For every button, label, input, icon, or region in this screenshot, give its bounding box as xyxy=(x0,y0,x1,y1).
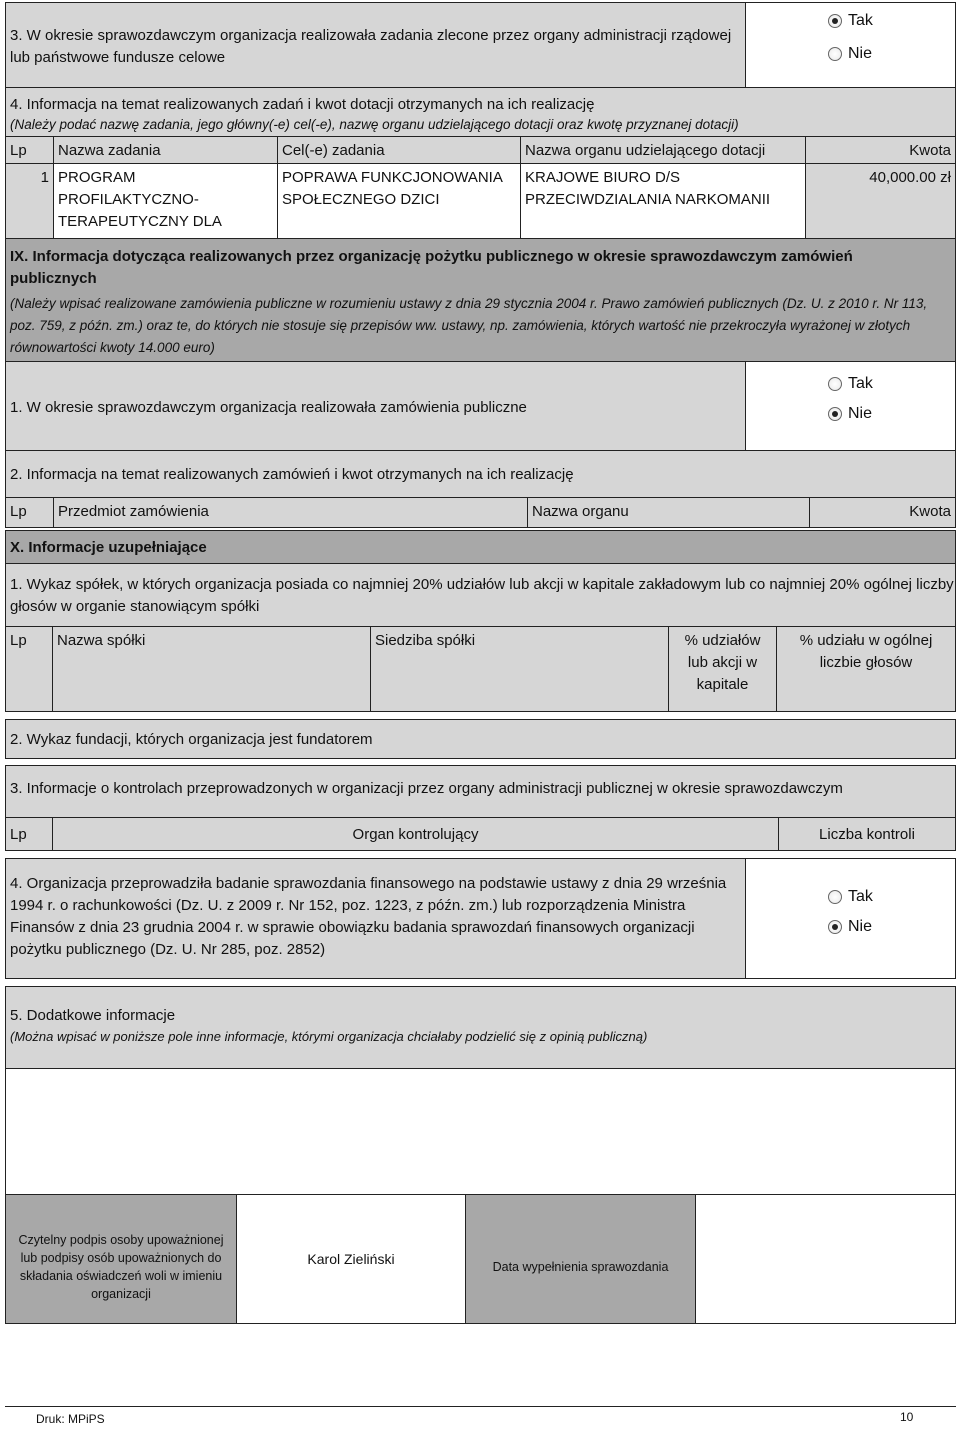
section-ix-note: (Należy wpisać realizowane zamówienia publiczne w rozumieniu ustawy z dnia 29 stycznia 2004 r. Prawo zamówień publicznych (Dz. U. z 2010 r. Nr 113, poz. 759, z późn. zm.) oraz te, do których nie stosuje się przepisów ww. ustawy, np. zamówienia, których wartość nie przekroczyła wyrażonej w złotych równowartości kwoty 14.000 euro) xyxy=(10,296,928,355)
radio-selected-icon xyxy=(828,14,842,28)
x-q4-option-nie-label: Nie xyxy=(848,918,873,935)
x-q4-radio-box xyxy=(745,858,956,979)
x-q1-block xyxy=(5,563,956,627)
x-col-shares: % udziałów lub akcji w kapitale xyxy=(668,626,777,712)
x-q5-title: 5. Dodatkowe informacje xyxy=(10,1007,176,1024)
q4-row-lp: 1 xyxy=(5,163,54,239)
q4-col-organ: Nazwa organu udzielającego dotacji xyxy=(520,136,806,164)
q4-col-lp: Lp xyxy=(5,136,54,164)
ix-q2-block xyxy=(5,450,956,498)
radio-empty-icon xyxy=(828,47,842,61)
q4-note: (Należy podać nazwę zadania, jego główny(-e) cel(-e), nazwę organu udzielającego dotacji oraz kwotę przyznanej dotacji) xyxy=(10,117,739,132)
q3-option-nie-label: Nie xyxy=(848,45,873,62)
x-col-company: Nazwa spółki xyxy=(52,626,371,712)
q4-col-amount: Kwota xyxy=(805,136,956,164)
ix-col-amount: Kwota xyxy=(809,497,956,528)
q3-option-nie[interactable] xyxy=(828,45,872,63)
x-q1-title: 1. Wykaz spółek, w których organizacja posiada co najmniej 20% udziałów lub akcji w kapitale zakładowym lub co najmniej 20% ogólnej liczby głosów w organie stanowiącym spółki xyxy=(10,576,954,615)
ix-q2-title: 2. Informacja na temat realizowanych zamówień i kwot otrzymanych na ich realizację xyxy=(10,466,574,483)
signature-name: Karol Zieliński xyxy=(307,1251,395,1267)
q4-row-name: PROGRAM PROFILAKTYCZNO-TERAPEUTYCZNY DLA xyxy=(53,163,278,239)
footer-line xyxy=(5,1406,956,1407)
q4-title: 4. Informacja na temat realizowanych zadań i kwot dotacji otrzymanych na ich realizację xyxy=(10,96,595,113)
x-q4-option-nie[interactable] xyxy=(828,918,872,936)
q4-row-organ: KRAJOWE BIURO D/S PRZECIWDZIALANIA NARKOMANII xyxy=(520,163,806,239)
section-x-header xyxy=(5,530,956,564)
x-q3-col-count: Liczba kontroli xyxy=(778,817,956,851)
x-col-seat: Siedziba spółki xyxy=(370,626,669,712)
ix-q1-block xyxy=(5,361,746,451)
x-q2-title: 2. Wykaz fundacji, których organizacja jest fundatorem xyxy=(10,731,373,748)
section-ix-title: IX. Informacja dotycząca realizowanych przez organizację pożytku publicznego w okresie sprawozdawczym zamówień publicznych xyxy=(10,248,853,287)
q4-row-amount: 40,000.00 zł xyxy=(805,163,956,239)
ix-q1-option-nie[interactable] xyxy=(828,405,872,423)
q3-block xyxy=(5,2,746,88)
additional-info-field[interactable] xyxy=(5,1068,956,1195)
signature-name-cell[interactable] xyxy=(236,1194,466,1324)
x-q4-text: 4. Organizacja przeprowadziła badanie sprawozdania finansowego na podstawie ustawy z dnia 29 września 1994 r. o rachunkowości (Dz. U. z 2009 r. Nr 152, poz. 1223, z późn. zm.) lub rozporządzenia Ministra Finansów z dnia 23 grudnia 2004 r. w sprawie obowiązku badania sprawozdań finansowych organizacji pożytku publicznego (Dz. U. Nr 285, poz. 2852) xyxy=(10,875,727,958)
q4-header-block xyxy=(5,87,956,137)
section-ix-header xyxy=(5,238,956,362)
q4-row-goal: POPRAWA FUNKCJONOWANIA SPOŁECZNEGO DZICI xyxy=(277,163,521,239)
ix-q1-radio-box xyxy=(745,361,956,451)
x-q3-title: 3. Informacje o kontrolach przeprowadzonych w organizacji przez organy administracji publicznej w okresie sprawozdawczym xyxy=(10,780,843,797)
x-q5-note: (Można wpisać w poniższe pole inne informacje, którymi organizacja chciałaby podzielić się z opinią publiczną) xyxy=(10,1029,648,1044)
x-q5-block xyxy=(5,986,956,1069)
x-q3-block xyxy=(5,765,956,818)
section-x-title: X. Informacje uzupełniające xyxy=(10,539,207,556)
footer-page-number: 10 xyxy=(900,1410,914,1424)
ix-q1-option-tak-label: Tak xyxy=(848,375,873,392)
q4-col-name: Nazwa zadania xyxy=(53,136,278,164)
ix-q1-text: 1. W okresie sprawozdawczym organizacja realizowała zamówienia publiczne xyxy=(10,399,527,416)
x-col-votes: % udziału w ogólnej liczbie głosów xyxy=(776,626,956,712)
ix-col-subject: Przedmiot zamówienia xyxy=(53,497,528,528)
radio-empty-icon xyxy=(828,890,842,904)
x-q3-col-organ: Organ kontrolujący xyxy=(52,817,779,851)
signature-label: Czytelny podpis osoby upoważnionej lub podpisy osób upoważnionych do składania oświadczeń woli w imieniu organizacji xyxy=(18,1233,224,1301)
x-col-lp: Lp xyxy=(5,626,53,712)
x-q3-col-lp: Lp xyxy=(5,817,53,851)
ix-col-lp: Lp xyxy=(5,497,54,528)
radio-selected-icon xyxy=(828,407,842,421)
q3-option-tak[interactable] xyxy=(828,12,873,30)
radio-empty-icon xyxy=(828,377,842,391)
date-label: Data wypełnienia sprawozdania xyxy=(492,1260,669,1274)
ix-col-organ: Nazwa organu xyxy=(527,497,810,528)
date-field[interactable] xyxy=(695,1194,956,1324)
footer-printer: Druk: MPiPS xyxy=(36,1412,105,1426)
q4-col-goal: Cel(-e) zadania xyxy=(277,136,521,164)
radio-selected-icon xyxy=(828,920,842,934)
date-label-cell xyxy=(465,1194,696,1324)
x-q4-option-tak[interactable] xyxy=(828,888,873,906)
x-q4-option-tak-label: Tak xyxy=(848,888,873,905)
q3-text: 3. W okresie sprawozdawczym organizacja realizowała zadania zlecone przez organy administracji rządowej lub państwowe fundusze celowe xyxy=(10,27,732,66)
ix-q1-option-tak[interactable] xyxy=(828,375,873,393)
ix-q1-option-nie-label: Nie xyxy=(848,405,873,422)
x-q4-block xyxy=(5,858,746,979)
q3-option-tak-label: Tak xyxy=(848,12,873,29)
x-q2-block xyxy=(5,719,956,759)
signature-label-cell xyxy=(5,1194,237,1324)
q3-radio-box xyxy=(745,2,956,88)
